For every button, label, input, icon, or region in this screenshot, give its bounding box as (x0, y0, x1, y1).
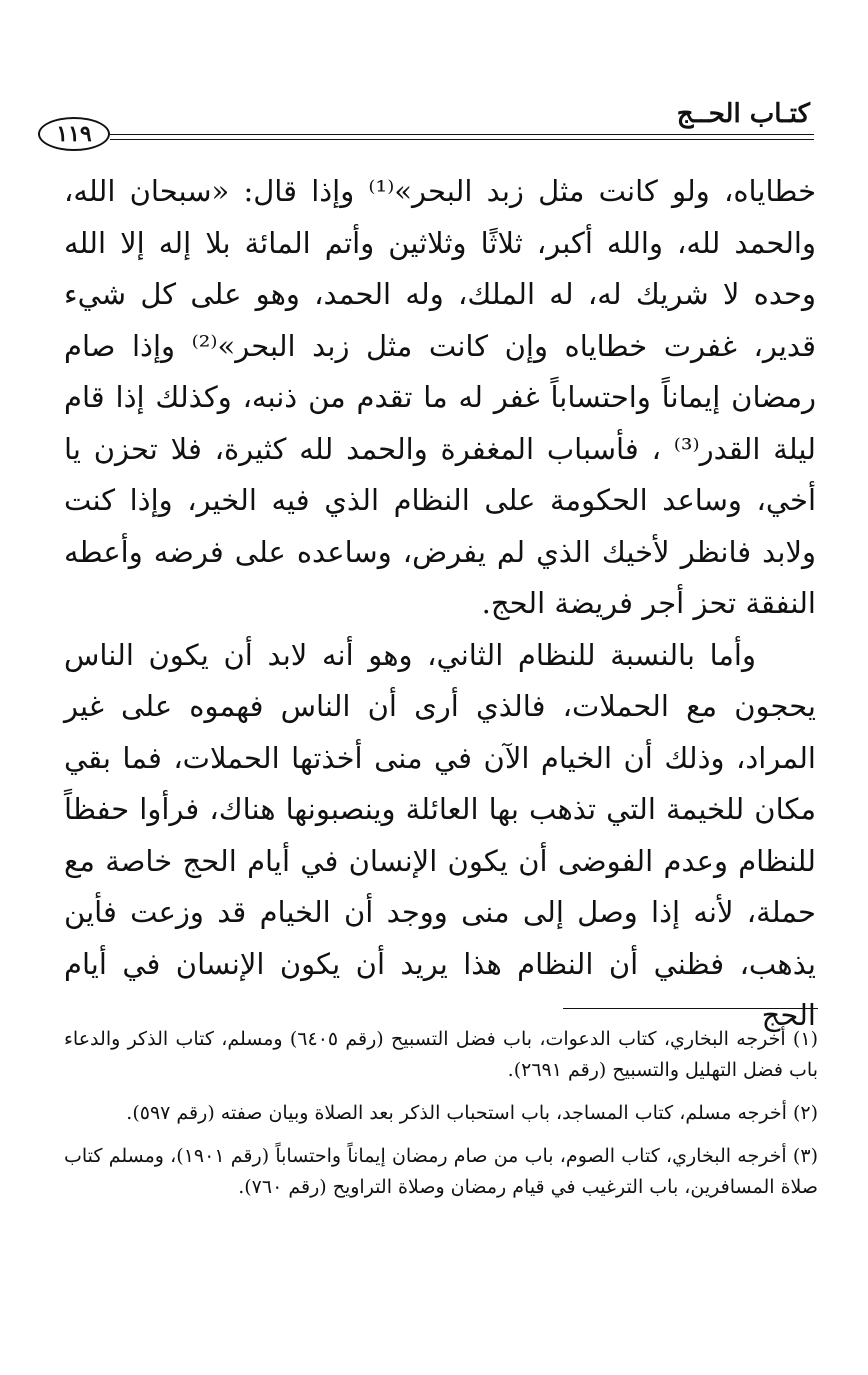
paragraph: وأما بالنسبة للنظام الثاني، وهو أنه لابد أن يكون الناس يحجون مع الحملات، فالذي أرى أن الناس فهموه على غير المراد، وذلك أن الخيام الآن في منى أخذتها الحملات، فما بقي مكان للخيمة التي تذهب بها العائلة وينصبونها هناك، فرأوا حفظاً للنظام وعدم الفوضى أن يكون الإنسان في أيام الحج خاصة مع حملة، لأنه إذا وصل إلى منى ووجد أن الخيام قد وزعت فأين يذهب، فظني أن النظام هذا يريد أن يكون الإنسان في أيام الحج (64, 637, 816, 1032)
page-number: ١١٩ (38, 117, 110, 151)
footnote: (٣) أخرجه البخاري، كتاب الصوم، باب من صام رمضان إيماناً واحتساباً (رقم ١٩٠١)، ومسلم كتاب صلاة المسافرين، باب الترغيب في قيام رمضان وصلاة التراويح (رقم ٧٦٠). (64, 1145, 818, 1198)
footnote: (٢) أخرجه مسلم، كتاب المساجد، باب استحباب الذكر بعد الصلاة وبيان صفته (رقم ٥٩٧). (126, 1102, 818, 1124)
running-title: كتـاب الحــج (676, 99, 810, 129)
main-text (64, 166, 816, 1032)
header-rule (110, 134, 814, 140)
footnotes (64, 1024, 818, 1324)
page-header (38, 96, 814, 156)
footnote: (١) أخرجه البخاري، كتاب الدعوات، باب فضل التسبيح (رقم ٦٤٠٥) ومسلم، كتاب الذكر والدعاء باب فضل التهليل والتسبيح (رقم ٢٦٩١). (64, 1028, 818, 1081)
paragraph: خطاياه، ولو كانت مثل زبد البحر»⁽¹⁾ وإذا قال: «سبحان الله، والحمد لله، والله أكبر، ثلاثًا وثلاثين وأتم المائة بلا إله إلا الله وحده لا شريك له، له الملك، وله الحمد، وهو على كل شيء قدير، غفرت خطاياه وإن كانت مثل زبد البحر»⁽²⁾ وإذا صام رمضان إيماناً واحتساباً غفر له ما تقدم من ذنبه، وكذلك إذا قام ليلة القدر⁽³⁾ ، فأسباب المغفرة والحمد لله كثيرة، فلا تحزن يا أخي، وساعد الحكومة على النظام الذي فيه الخير، وإذا كنت ولابد فانظر لأخيك الذي لم يفرض، وساعده على فرضه وأعطه النفقة تحز أجر فريضة الحج. (64, 174, 816, 620)
footnote-separator (563, 1008, 818, 1009)
